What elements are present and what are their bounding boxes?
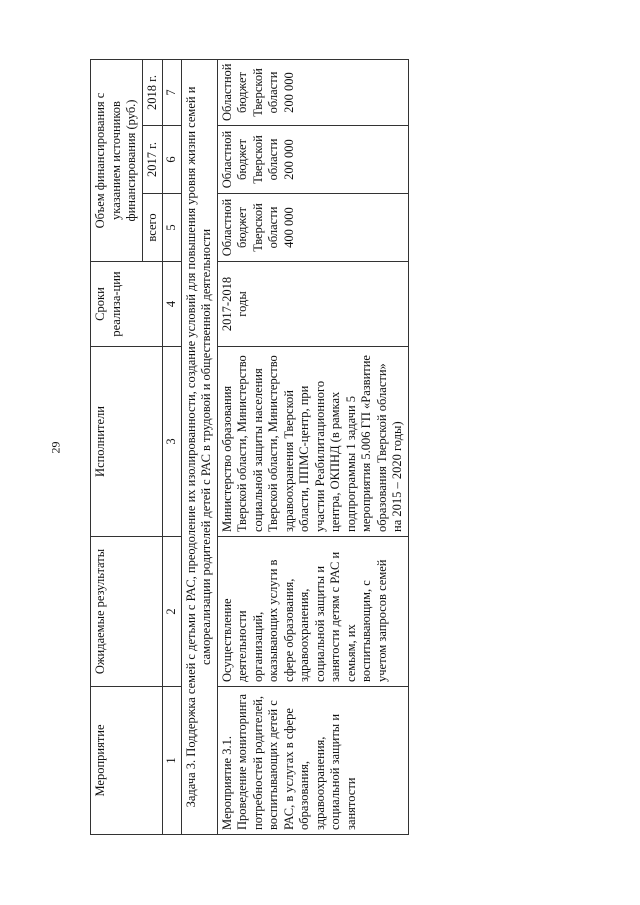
measure-row — [217, 60, 408, 835]
column-number: 4 — [163, 262, 182, 347]
header-measure: Мероприятие — [91, 687, 163, 835]
column-number: 1 — [163, 687, 182, 835]
column-number: 3 — [163, 347, 182, 537]
column-number: 7 — [163, 60, 182, 126]
header-funding: Объем финансирования с указанием источников финансирования (руб.) — [91, 60, 143, 262]
column-number: 6 — [163, 126, 182, 194]
task-heading: Задача 3. Поддержка семей с детьми с РАС, преодоление их изолированности, создание условий для повышения уровня жизни семей и самореализации родителей детей с РАС в трудовой и общественной деятельности — [181, 60, 217, 835]
cell-measure: Мероприятие 3.1. Проведение мониторинга потребностей родителей, воспитывающих детей с РАС, в услугах в сфере образования, здравоохранения, социальной защиты и занятости — [217, 687, 408, 835]
cell-2018: Областной бюджет Тверской области 200 000 — [217, 60, 408, 126]
header-total: всего — [142, 194, 163, 262]
header-2017: 2017 г. — [142, 126, 163, 194]
cell-executors: Министерство образования Тверской области, Министерство социальной защиты населения Тверской области, Министерство здравоохранения Тверской области, ППМС-центр, при участии Реабилитационного центра, ОКПНД (в рамках подпрограммы 1 задачи 5 мероприятия 5.006 ГП «Развитие образования Тверской области» на 2015 – 2020 годы) — [217, 347, 408, 537]
cell-terms: 2017-2018 годы — [217, 262, 408, 347]
measures-table — [90, 59, 409, 835]
cell-results: Осуществление деятельности организаций, оказывающих услуги в сфере образования, здравоохранения, социальной защиты и занятости детям с РАС и семьям, их воспитывающим, с учетом запросов семей — [217, 537, 408, 687]
cell-2017: Областной бюджет Тверской области 200 000 — [217, 126, 408, 194]
column-number-row — [163, 60, 182, 835]
page-number: 29 — [48, 441, 63, 454]
column-number: 5 — [163, 194, 182, 262]
rotated-table-wrapper — [90, 60, 409, 835]
header-executors: Исполнители — [91, 347, 163, 537]
header-terms: Сроки реализа-ции — [91, 262, 163, 347]
cell-total: Областной бюджет Тверской области 400 000 — [217, 194, 408, 262]
header-2018: 2018 г. — [142, 60, 163, 126]
task-row — [181, 60, 217, 835]
header-results: Ожидаемые результаты — [91, 537, 163, 687]
header-row — [91, 60, 143, 835]
column-number: 2 — [163, 537, 182, 687]
